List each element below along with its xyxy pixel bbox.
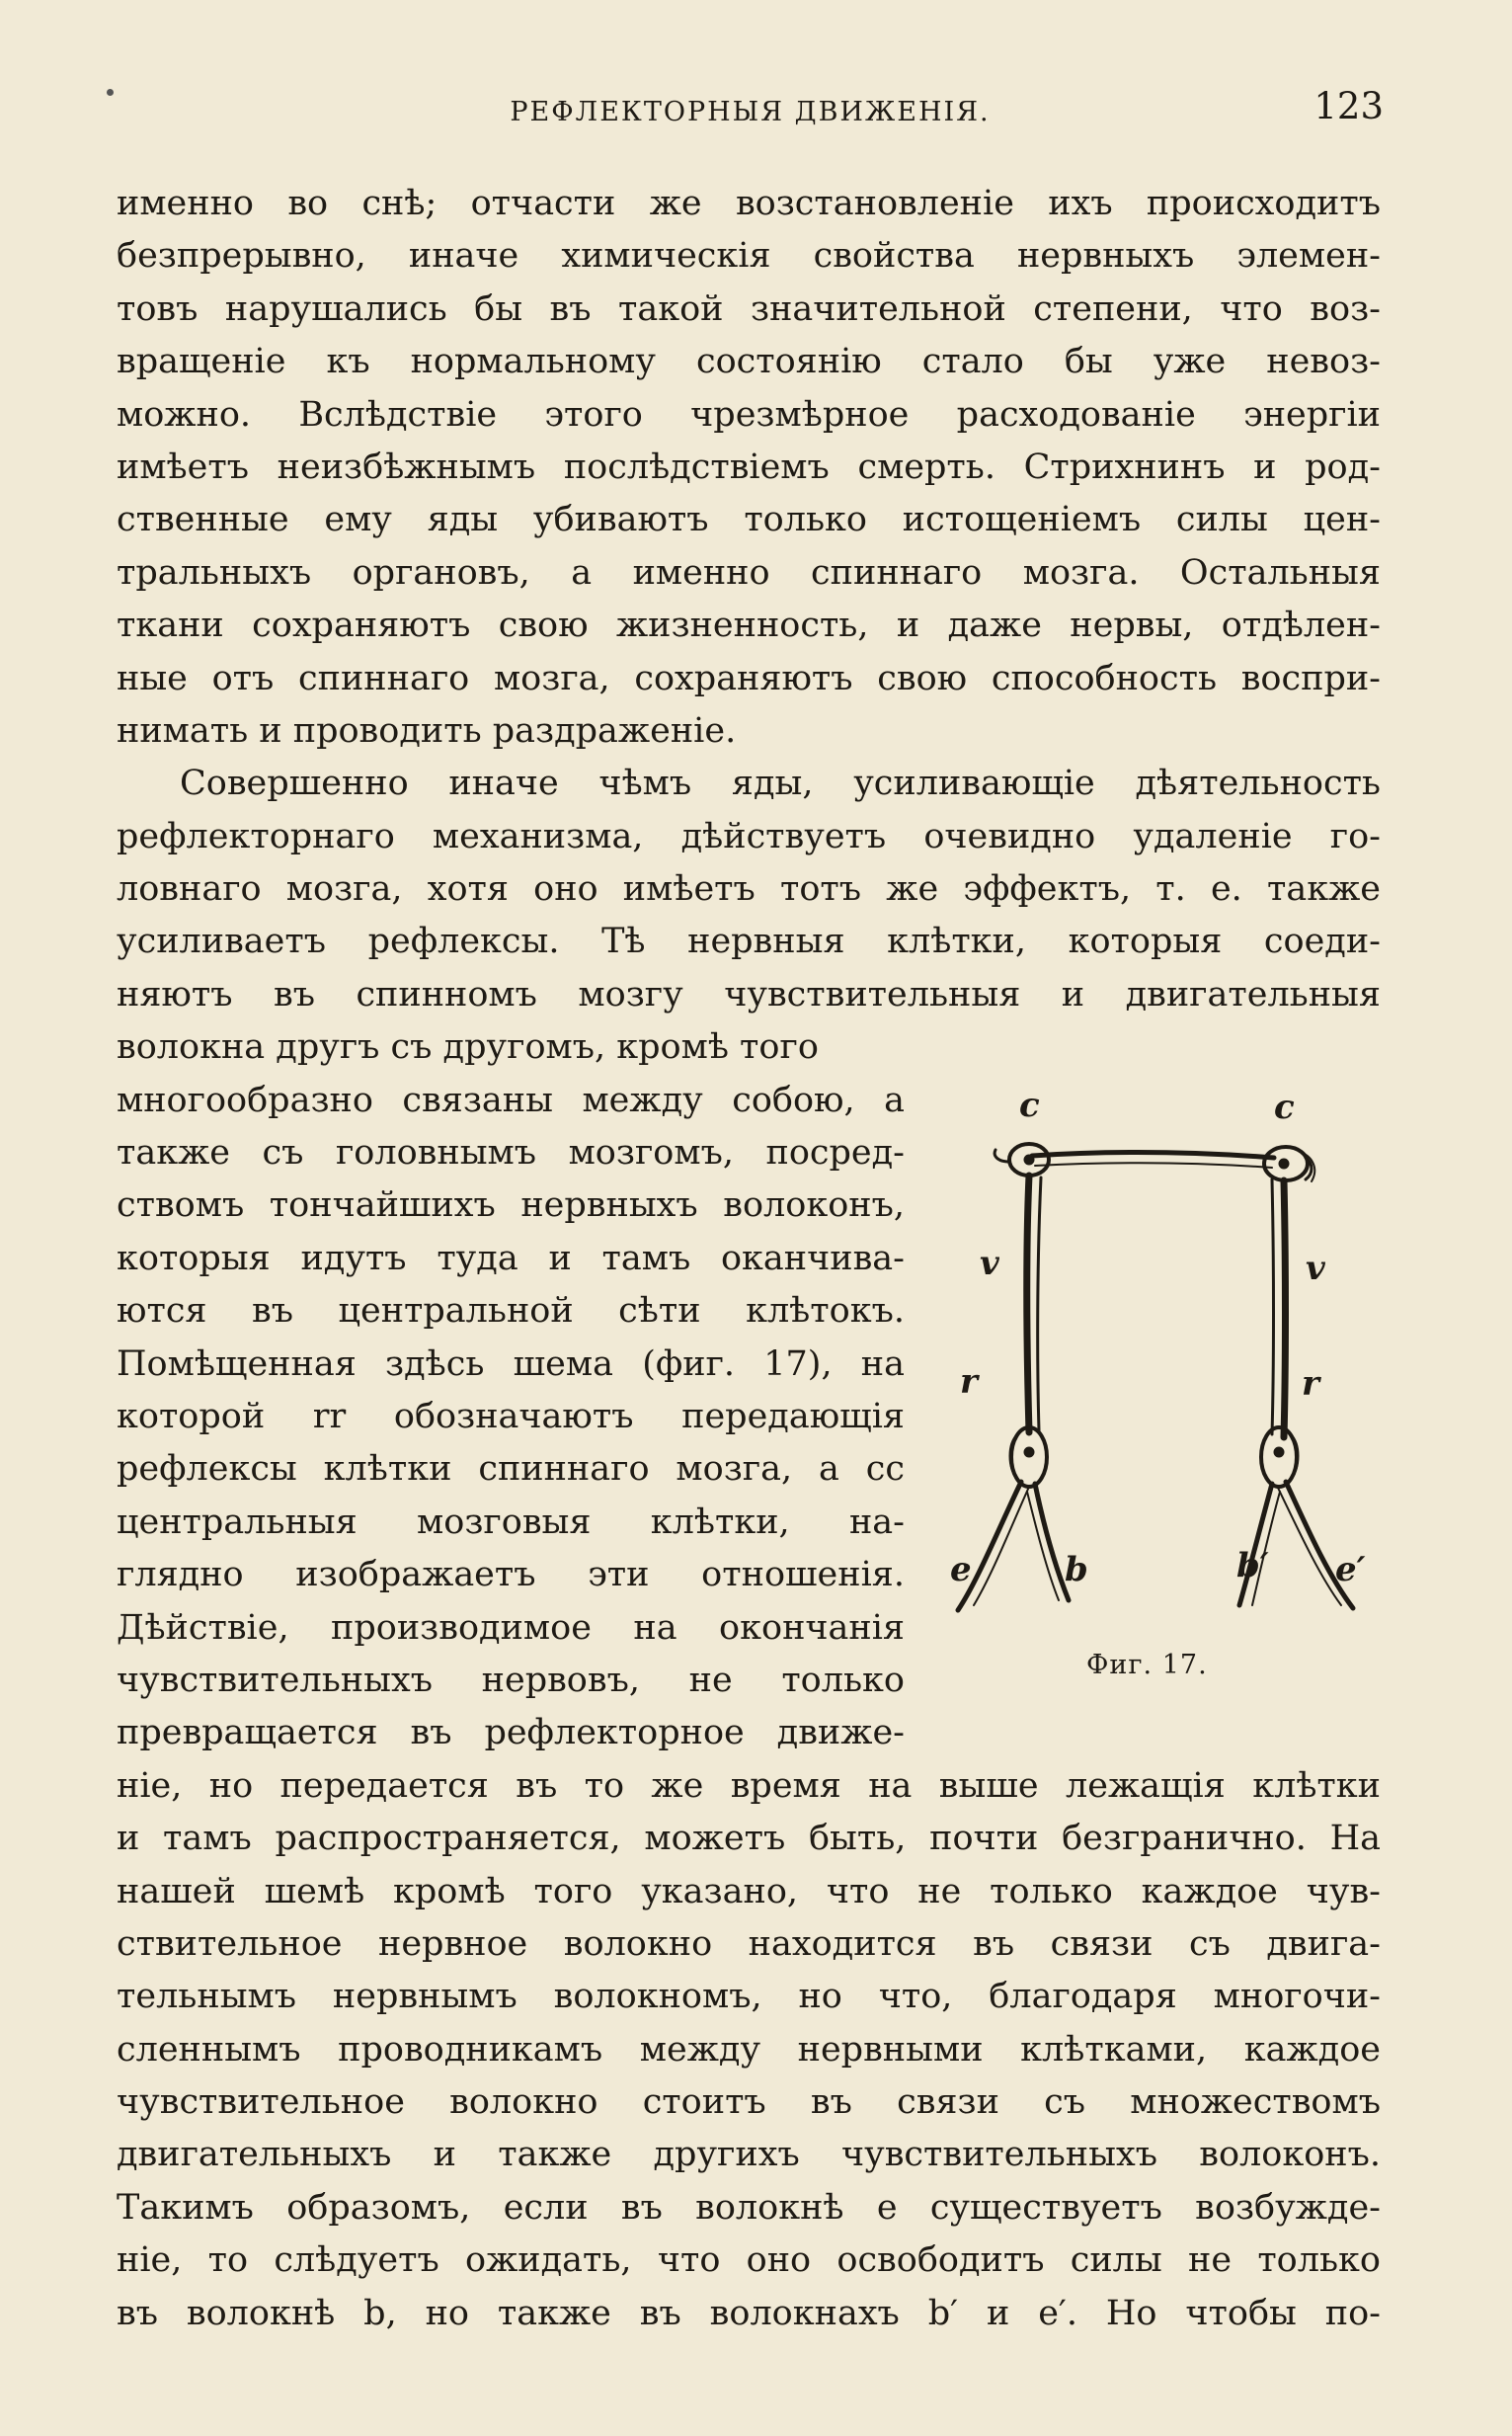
paragraph-start-line: Совершенно иначе чѣмъ яды, усиливающіе дѣятельность	[180, 764, 1381, 804]
text-line: центральныя мозговыя клѣтки, на-	[117, 1502, 905, 1542]
text-line: которыя идутъ туда и тамъ оканчива-	[117, 1238, 905, 1278]
label-c-right: c	[1274, 1088, 1295, 1127]
label-r-left: r	[960, 1362, 978, 1402]
text-line: ственные ему яды убиваютъ только истощеніемъ силы цен-	[117, 500, 1381, 540]
label-v-left: v	[980, 1244, 999, 1283]
text-line: ткани сохраняютъ свою жизненность, и даже нервы, отдѣлен-	[117, 606, 1381, 646]
text-line: тральныхъ органовъ, а именно спиннаго мозга. Остальныя	[117, 552, 1381, 593]
text-line: вращеніе къ нормальному состоянію стало бы уже невоз-	[117, 342, 1381, 382]
text-line: чувствительное волокно стоитъ въ связи съ множествомъ	[117, 2082, 1381, 2123]
text-line: тельнымъ нервнымъ волокномъ, но что, благодаря многочи-	[117, 1977, 1381, 2017]
text-line: Помѣщенная здѣсь шема (фиг. 17), на	[117, 1343, 905, 1384]
text-line: ные отъ спиннаго мозга, сохраняютъ свою способность воспри-	[117, 658, 1381, 698]
text-line: ствомъ тончайшихъ нервныхъ волоконъ,	[117, 1185, 905, 1226]
text-line: превращается въ рефлекторное движе-	[117, 1713, 905, 1753]
label-c-left: c	[1019, 1086, 1040, 1125]
page-number: 123	[1313, 85, 1384, 127]
page-header	[117, 85, 1384, 134]
text-line: также съ головнымъ мозгомъ, посред-	[117, 1133, 905, 1174]
label-v-right: v	[1306, 1249, 1325, 1288]
text-line: безпрерывно, иначе химическія свойства нервныхъ элемен-	[117, 236, 1381, 277]
text-line: Такимъ образомъ, если въ волокнѣ e существуетъ возбужде-	[117, 2187, 1381, 2228]
figure-caption: Фиг. 17.	[1086, 1650, 1208, 1680]
text-line: няютъ въ спинномъ мозгу чувствительныя и двигательныя	[117, 974, 1381, 1015]
text-line: двигательныхъ и также другихъ чувствительныхъ волоконъ.	[117, 2135, 1381, 2175]
text-line: имѣетъ неизбѣжнымъ послѣдствіемъ смерть. Стрихнинъ и род-	[117, 447, 1381, 487]
text-line: которой rr обозначаютъ передающія	[117, 1396, 905, 1436]
text-line: рефлексы клѣтки спиннаго мозга, а cc	[117, 1449, 905, 1490]
text-line: можно. Вслѣдствіе этого чрезмѣрное расходованіе энергіи	[117, 394, 1381, 435]
text-line: многообразно связаны между собою, а	[117, 1080, 905, 1120]
running-title: РЕФЛЕКТОРНЫЯ ДВИЖЕНІЯ.	[510, 97, 991, 127]
text-line: въ волокнѣ b, но также въ волокнахъ b′ и e′. Но чтобы по-	[117, 2293, 1381, 2333]
text-line: и тамъ распространяется, можетъ быть, почти безгранично. На	[117, 1819, 1381, 1859]
text-line: сленнымъ проводникамъ между нервными клѣтками, каждое	[117, 2029, 1381, 2070]
text-line: чувствительныхъ нервовъ, не только	[117, 1660, 905, 1700]
text-line: ловнаго мозга, хотя оно имѣетъ тотъ же эффектъ, т. е. также	[117, 869, 1381, 910]
label-e-prime: e′	[1335, 1550, 1366, 1589]
text-line: волокна другъ съ другомъ, кромѣ того	[117, 1027, 819, 1068]
text-line: глядно изображаетъ эти отношенія.	[117, 1555, 905, 1595]
label-r-right: r	[1302, 1364, 1319, 1404]
label-e-left: e	[950, 1550, 972, 1589]
text-line: именно во снѣ; отчасти же возстановленіе ихъ происходитъ	[117, 184, 1381, 223]
text-line: Дѣйствіе, производимое на окончанія	[117, 1607, 905, 1648]
print-speck	[107, 89, 114, 96]
text-line: ствительное нервное волокно находится въ связи съ двига-	[117, 1923, 1381, 1964]
text-line: ніе, то слѣдуетъ ожидать, что оно освободитъ силы не только	[117, 2240, 1381, 2281]
text-line: нашей шемѣ кромѣ того указано, что не только каждое чув-	[117, 1871, 1381, 1911]
figure-17-nerve-scheme	[938, 1067, 1383, 1699]
text-line: товъ нарушались бы въ такой значительной степени, что воз-	[117, 288, 1381, 329]
text-line: ніе, но передается въ то же время на выше лежащія клѣтки	[117, 1765, 1381, 1806]
text-line: нимать и проводить раздраженіе.	[117, 710, 737, 751]
nerve-scheme-drawing	[938, 1067, 1383, 1699]
text-line: рефлекторнаго механизма, дѣйствуетъ очевидно удаленіе го-	[117, 816, 1381, 856]
text-line: усиливаетъ рефлексы. Тѣ нервныя клѣтки, которыя соеди-	[117, 922, 1381, 962]
label-b-prime: b′	[1236, 1546, 1269, 1585]
label-b-left: b	[1065, 1550, 1088, 1589]
text-line: ются въ центральной сѣти клѣтокъ.	[117, 1291, 905, 1332]
